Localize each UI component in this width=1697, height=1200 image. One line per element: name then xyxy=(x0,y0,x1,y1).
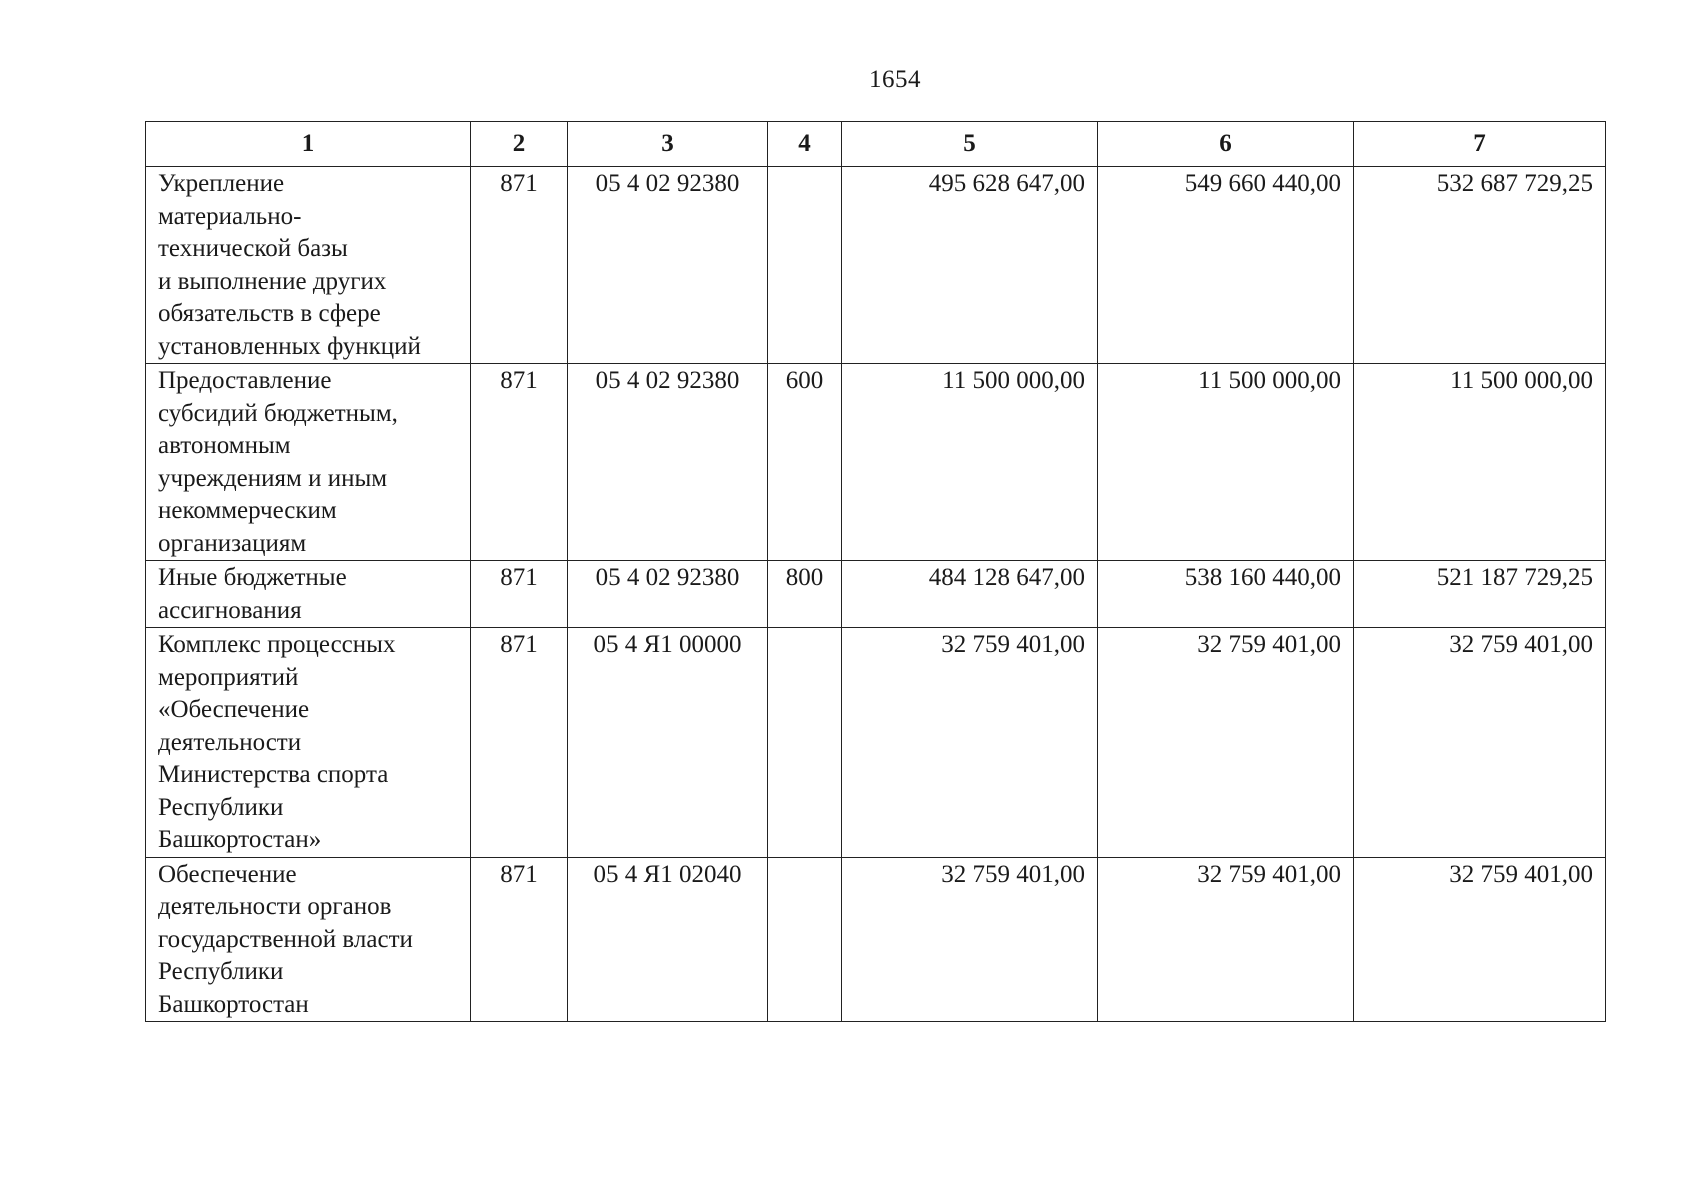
table-row xyxy=(146,857,1606,1022)
expense-type-cell: 800 xyxy=(768,561,842,628)
column-header: 1 xyxy=(146,122,471,167)
amount-col7-cell: 532 687 729,25 xyxy=(1354,167,1606,364)
item-name-line: автономным xyxy=(158,432,291,459)
column-header: 2 xyxy=(471,122,568,167)
item-name-line: Башкортостан» xyxy=(158,826,322,853)
page-number: 1654 xyxy=(869,66,921,93)
department-code-cell: 871 xyxy=(471,364,568,561)
table-row xyxy=(146,364,1606,561)
item-name-line: организациям xyxy=(158,529,307,557)
item-name-line: Республики xyxy=(158,958,284,985)
item-name-line: мероприятий xyxy=(158,663,299,691)
item-name-cell xyxy=(146,167,471,364)
item-name-line: субсидий бюджетным, xyxy=(158,399,398,427)
item-name-line: обязательств в сфере xyxy=(158,300,381,327)
amount-col5-cell: 32 759 401,00 xyxy=(842,628,1098,858)
item-name-line: технической базы xyxy=(158,235,348,262)
target-article-cell: 05 4 Я1 00000 xyxy=(568,628,768,858)
column-header: 5 xyxy=(842,122,1098,167)
target-article-cell: 05 4 Я1 02040 xyxy=(568,857,768,1022)
header-row xyxy=(146,122,1606,167)
table-row xyxy=(146,628,1606,858)
amount-col6-cell: 32 759 401,00 xyxy=(1098,628,1354,858)
item-name-line: государственной власти xyxy=(158,925,413,953)
amount-col6-cell: 32 759 401,00 xyxy=(1098,857,1354,1022)
item-name-line: Министерства спорта xyxy=(158,761,389,788)
table-row xyxy=(146,561,1606,628)
department-code-cell: 871 xyxy=(471,167,568,364)
department-code-cell: 871 xyxy=(471,561,568,628)
target-article-cell: 05 4 02 92380 xyxy=(568,364,768,561)
column-header: 4 xyxy=(768,122,842,167)
item-name-cell xyxy=(146,561,471,628)
item-name-cell xyxy=(146,857,471,1022)
amount-col6-cell: 11 500 000,00 xyxy=(1098,364,1354,561)
expense-type-cell xyxy=(768,167,842,364)
item-name-line: Республики xyxy=(158,793,284,821)
column-header: 3 xyxy=(568,122,768,167)
item-name-line: Иные бюджетные xyxy=(158,564,347,591)
expense-type-cell xyxy=(768,857,842,1022)
column-header: 7 xyxy=(1354,122,1606,167)
item-name-line: Укрепление xyxy=(158,170,285,197)
item-name-cell xyxy=(146,364,471,561)
expense-type-cell xyxy=(768,628,842,858)
department-code-cell: 871 xyxy=(471,857,568,1022)
item-name-line: Обеспечение xyxy=(158,860,297,888)
budget-table xyxy=(145,121,1606,1022)
column-header: 6 xyxy=(1098,122,1354,167)
amount-col5-cell: 11 500 000,00 xyxy=(842,364,1098,561)
amount-col7-cell: 32 759 401,00 xyxy=(1354,857,1606,1022)
item-name-line: деятельности xyxy=(158,728,302,756)
item-name-line: Комплекс процессных xyxy=(158,631,396,658)
item-name-line: Башкортостан xyxy=(158,990,309,1018)
item-name-line: установленных функций xyxy=(158,332,421,360)
department-code-cell: 871 xyxy=(471,628,568,858)
amount-col5-cell: 484 128 647,00 xyxy=(842,561,1098,628)
amount-col7-cell: 521 187 729,25 xyxy=(1354,561,1606,628)
item-name-line: и выполнение других xyxy=(158,267,387,295)
target-article-cell: 05 4 02 92380 xyxy=(568,167,768,364)
amount-col6-cell: 549 660 440,00 xyxy=(1098,167,1354,364)
item-name-line: некоммерческим xyxy=(158,497,337,524)
amount-col7-cell: 11 500 000,00 xyxy=(1354,364,1606,561)
table-row xyxy=(146,167,1606,364)
item-name-line: Предоставление xyxy=(158,367,332,394)
item-name-line: ассигнования xyxy=(158,596,302,624)
amount-col5-cell: 495 628 647,00 xyxy=(842,167,1098,364)
item-name-line: «Обеспечение xyxy=(158,696,310,723)
amount-col7-cell: 32 759 401,00 xyxy=(1354,628,1606,858)
item-name-line: деятельности органов xyxy=(158,893,392,920)
item-name-line: учреждениям и иным xyxy=(158,464,388,492)
amount-col5-cell: 32 759 401,00 xyxy=(842,857,1098,1022)
item-name-cell xyxy=(146,628,471,858)
expense-type-cell: 600 xyxy=(768,364,842,561)
target-article-cell: 05 4 02 92380 xyxy=(568,561,768,628)
amount-col6-cell: 538 160 440,00 xyxy=(1098,561,1354,628)
item-name-line: материально- xyxy=(158,202,302,230)
